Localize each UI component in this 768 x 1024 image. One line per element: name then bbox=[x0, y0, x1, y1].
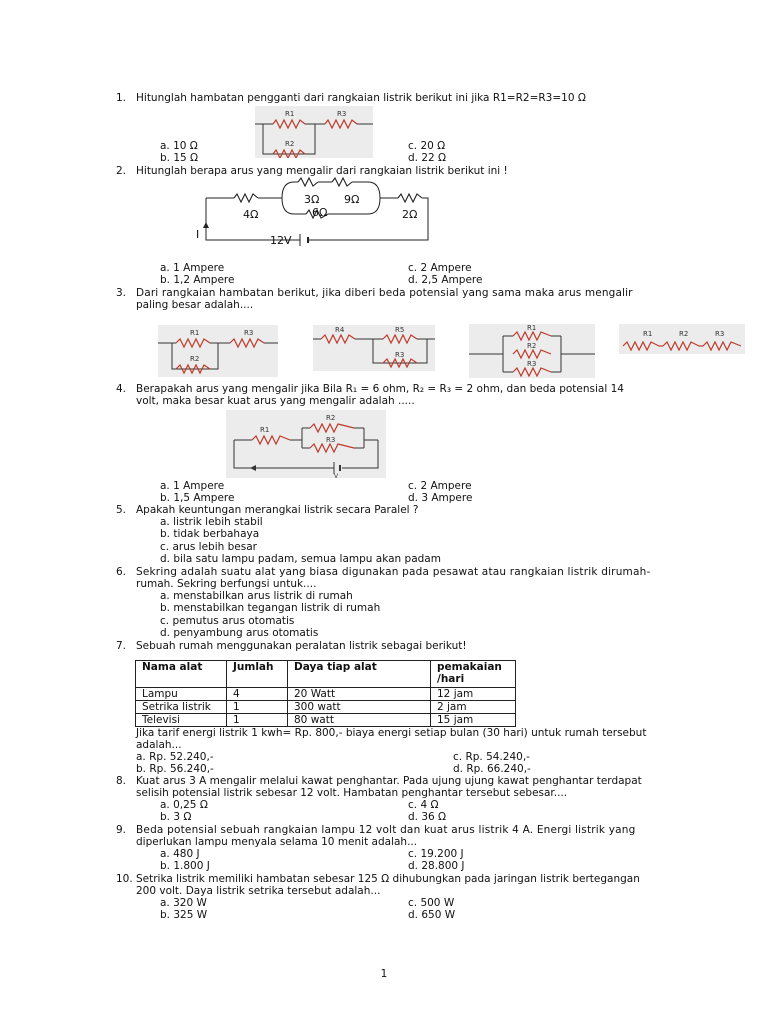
q3-f3-r2-label: R2 bbox=[527, 342, 537, 350]
q2-voltage-label: 12V bbox=[270, 234, 292, 247]
q4-r3-label: R3 bbox=[326, 436, 336, 444]
q2-text: Hitunglah berapa arus yang mengalir dari rangkaian listrik berikut ini ! bbox=[136, 165, 508, 177]
q7-line2: adalah... bbox=[136, 739, 182, 751]
q6-option-d: d. penyambung arus otomatis bbox=[160, 627, 319, 639]
q4-line2: volt, maka besar kuat arus yang mengalir adalah ..... bbox=[136, 395, 415, 407]
table-cell: 4 bbox=[227, 688, 288, 701]
q3-f4-r3-label: R3 bbox=[715, 330, 725, 338]
q4-option-a: a. 1 Ampere bbox=[160, 480, 225, 492]
q10-number: 10. bbox=[116, 873, 133, 885]
q1-r1-label: R1 bbox=[285, 110, 295, 118]
q2-current-label: I bbox=[196, 228, 200, 241]
q7-number: 7. bbox=[116, 640, 127, 652]
q3-f1-r1-label: R1 bbox=[190, 329, 200, 337]
table-row bbox=[136, 714, 516, 727]
q1-number: 1. bbox=[116, 92, 127, 104]
q1-option-c: c. 20 Ω bbox=[408, 140, 446, 152]
q2-option-b: b. 1,2 Ampere bbox=[160, 274, 235, 286]
table-header: Nama alat bbox=[136, 661, 227, 688]
q8-option-a: a. 0,25 Ω bbox=[160, 799, 208, 811]
page-number: 1 bbox=[380, 968, 388, 980]
q8-option-d: d. 36 Ω bbox=[408, 811, 447, 823]
q4-line1: Berapakah arus yang mengalir jika Bila R₁ = 6 ohm, R₂ = R₃ = 2 ohm, dan beda potensial 14 bbox=[136, 383, 624, 395]
q4-r2-label: R2 bbox=[326, 414, 336, 422]
q2-r9-label: 9Ω bbox=[344, 193, 360, 206]
table-header-row bbox=[136, 661, 516, 688]
q7-option-c: c. Rp. 54.240,- bbox=[453, 751, 530, 763]
q3-number: 3. bbox=[116, 287, 127, 299]
q3-figure-3 bbox=[469, 324, 595, 378]
q3-f3-r3-label: R3 bbox=[527, 360, 537, 368]
q6-option-b: b. menstabilkan tegangan listrik di rumah bbox=[160, 602, 381, 614]
table-cell: Televisi bbox=[136, 714, 227, 727]
q4-option-c: c. 2 Ampere bbox=[408, 480, 472, 492]
table-header: Jumlah bbox=[227, 661, 288, 688]
q4-option-b: b. 1,5 Ampere bbox=[160, 492, 235, 504]
q3-f2-r3-label: R3 bbox=[395, 351, 405, 359]
q7-text: Sebuah rumah menggunakan peralatan listrik sebagai berikut! bbox=[136, 640, 467, 652]
q3-f1-r2-label: R2 bbox=[190, 355, 200, 363]
q7-line1: Jika tarif energi listrik 1 kwh= Rp. 800,- biaya energi setiap bulan (30 hari) untuk rumah tersebut bbox=[136, 727, 647, 739]
q2-circuit-figure bbox=[196, 176, 436, 248]
q3-f4-r2-label: R2 bbox=[679, 330, 689, 338]
table-row bbox=[136, 701, 516, 714]
q3-line1: Dari rangkaian hambatan berikut, jika diberi beda potensial yang sama maka arus mengalir bbox=[136, 287, 633, 299]
q1-option-a: a. 10 Ω bbox=[160, 140, 198, 152]
q9-option-c: c. 19.200 J bbox=[408, 848, 464, 860]
q3-f2-r5-label: R5 bbox=[395, 326, 405, 334]
table-cell: 300 watt bbox=[288, 701, 431, 714]
q2-r2-label: 2Ω bbox=[402, 208, 418, 221]
q8-line2: selisih potensial listrik sebesar 12 volt. Hambatan penghantar tersebut sebesar.... bbox=[136, 787, 568, 799]
q9-option-a: a. 480 J bbox=[160, 848, 200, 860]
table-row bbox=[136, 688, 516, 701]
q2-r6-label: 6Ω bbox=[312, 206, 328, 219]
q5-option-d: d. bila satu lampu padam, semua lampu akan padam bbox=[160, 553, 441, 565]
q1-text: Hitunglah hambatan pengganti dari rangkaian listrik berikut ini jika R1=R2=R3=10 Ω bbox=[136, 92, 586, 104]
q10-option-d: d. 650 W bbox=[408, 909, 456, 921]
table-cell: 1 bbox=[227, 701, 288, 714]
q4-circuit-figure bbox=[226, 410, 386, 478]
q3-f4-r1-label: R1 bbox=[643, 330, 653, 338]
table-cell: 12 jam bbox=[431, 688, 516, 701]
table-cell: Setrika listrik bbox=[136, 701, 227, 714]
q7-appliance-table bbox=[135, 660, 516, 727]
q7-option-d: d. Rp. 66.240,- bbox=[453, 763, 531, 775]
q10-line1: Setrika listrik memiliki hambatan sebesar 125 Ω dihubungkan pada jaringan listrik bertegangan bbox=[136, 873, 640, 885]
q6-line1: Sekring adalah suatu alat yang biasa digunakan pada pesawat atau rangkaian listrik dirumah- bbox=[136, 566, 651, 578]
q1-circuit-figure bbox=[255, 106, 373, 158]
q4-voltage-label: V bbox=[334, 473, 339, 478]
q5-text: Apakah keuntungan merangkai listrik secara Paralel ? bbox=[136, 504, 419, 516]
q10-option-b: b. 325 W bbox=[160, 909, 208, 921]
q10-line2: 200 volt. Daya listrik setrika tersebut adalah... bbox=[136, 885, 381, 897]
q1-option-b: b. 15 Ω bbox=[160, 152, 199, 164]
q3-f2-r4-label: R4 bbox=[335, 326, 345, 334]
q3-f1-r3-label: R3 bbox=[244, 329, 254, 337]
q5-number: 5. bbox=[116, 504, 127, 516]
q8-option-b: b. 3 Ω bbox=[160, 811, 192, 823]
q2-r3-label: 3Ω bbox=[304, 193, 320, 206]
q8-line1: Kuat arus 3 A mengalir melalui kawat penghantar. Pada ujung ujung kawat penghantar terdapat bbox=[136, 775, 642, 787]
q1-r2-label: R2 bbox=[285, 140, 295, 148]
q5-option-c: c. arus lebih besar bbox=[160, 541, 257, 553]
q2-option-d: d. 2,5 Ampere bbox=[408, 274, 483, 286]
q2-option-c: c. 2 Ampere bbox=[408, 262, 472, 274]
q8-number: 8. bbox=[116, 775, 127, 787]
q2-number: 2. bbox=[116, 165, 127, 177]
q9-line2: diperlukan lampu menyala selama 10 menit adalah... bbox=[136, 836, 418, 848]
q4-option-d: d. 3 Ampere bbox=[408, 492, 473, 504]
table-cell: 20 Watt bbox=[288, 688, 431, 701]
q3-figure-2 bbox=[313, 325, 435, 371]
table-cell: 15 jam bbox=[431, 714, 516, 727]
table-header: Daya tiap alat bbox=[288, 661, 431, 688]
table-cell: 2 jam bbox=[431, 701, 516, 714]
q2-option-a: a. 1 Ampere bbox=[160, 262, 225, 274]
q6-number: 6. bbox=[116, 566, 127, 578]
q1-option-d: d. 22 Ω bbox=[408, 152, 447, 164]
q3-f3-r1-label: R1 bbox=[527, 324, 537, 332]
q5-option-b: b. tidak berbahaya bbox=[160, 528, 260, 540]
q7-option-b: b. Rp. 56.240,- bbox=[136, 763, 214, 775]
q4-number: 4. bbox=[116, 383, 127, 395]
q3-line2: paling besar adalah.... bbox=[136, 299, 254, 311]
q4-r1-label: R1 bbox=[260, 426, 270, 434]
q9-line1: Beda potensial sebuah rangkaian lampu 12 volt dan kuat arus listrik 4 A. Energi listrik yang bbox=[136, 824, 636, 836]
q5-option-a: a. listrik lebih stabil bbox=[160, 516, 263, 528]
q9-option-b: b. 1.800 J bbox=[160, 860, 210, 872]
table-header: pemakaian /hari bbox=[431, 661, 516, 688]
q10-option-c: c. 500 W bbox=[408, 897, 455, 909]
q9-number: 9. bbox=[116, 824, 127, 836]
table-cell: 1 bbox=[227, 714, 288, 727]
q3-figure-1 bbox=[158, 325, 278, 377]
q2-r4-label: 4Ω bbox=[243, 208, 259, 221]
q3-figure-4 bbox=[619, 324, 745, 354]
q6-option-c: c. pemutus arus otomatis bbox=[160, 615, 295, 627]
q10-option-a: a. 320 W bbox=[160, 897, 207, 909]
q6-option-a: a. menstabilkan arus listrik di rumah bbox=[160, 590, 353, 602]
q9-option-d: d. 28.800 J bbox=[408, 860, 465, 872]
q6-line2: rumah. Sekring berfungsi untuk.... bbox=[136, 578, 317, 590]
q1-r3-label: R3 bbox=[337, 110, 347, 118]
q8-option-c: c. 4 Ω bbox=[408, 799, 439, 811]
table-cell: 80 watt bbox=[288, 714, 431, 727]
q7-option-a: a. Rp. 52.240,- bbox=[136, 751, 214, 763]
table-cell: Lampu bbox=[136, 688, 227, 701]
